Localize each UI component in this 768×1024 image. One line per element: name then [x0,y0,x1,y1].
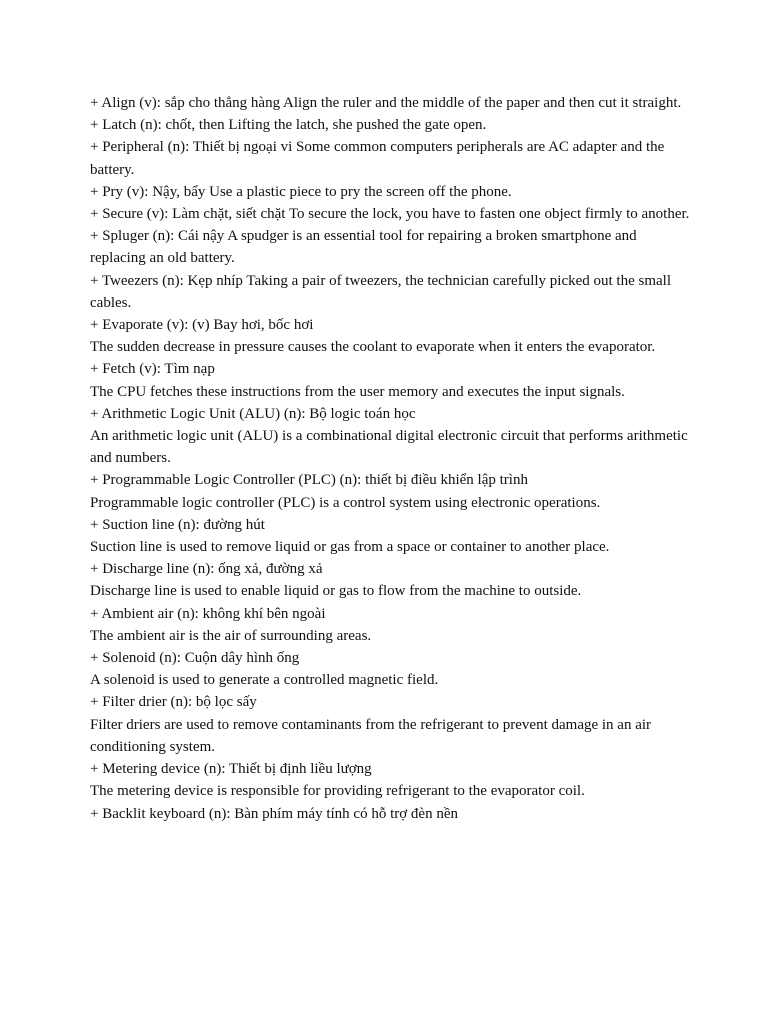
line-metering-device-example: The metering device is responsible for providing refrigerant to the evaporator coil. [90,783,585,800]
line-metering-device: + Metering device (n): Thiết bị định liều lượng [90,761,372,778]
line-tweezers: + Tweezers (n): Kẹp nhíp Taking a pair of tweezers, the technician carefully picked out the small cables. [90,272,675,311]
line-fetch: + Fetch (v): Tìm nạp [90,361,215,378]
line-secure: + Secure (v): Làm chặt, siết chặt To secure the lock, you have to fasten one object firmly to another. [90,206,690,223]
line-plc-example: Programmable logic controller (PLC) is a control system using electronic operations. [90,494,601,511]
line-ambient-air: + Ambient air (n): không khí bên ngoài [90,605,326,622]
line-latch: + Latch (n): chốt, then Lifting the latch, she pushed the gate open. [90,117,487,134]
line-evaporate-example: The sudden decrease in pressure causes the coolant to evaporate when it enters the evaporator. [90,339,656,356]
line-align: + Align (v): sắp cho thẳng hàng Align the ruler and the middle of the paper and then cut it straight. [90,95,682,111]
line-solenoid-example: A solenoid is used to generate a controlled magnetic field. [90,672,439,689]
line-plc: + Programmable Logic Controller (PLC) (n): thiết bị điều khiển lập trình [90,472,528,489]
line-pry: + Pry (v): Nậy, bẩy Use a plastic piece to pry the screen off the phone. [90,183,512,200]
line-filter-drier-example: Filter driers are used to remove contaminants from the refrigerant to prevent damage in an air conditioning system. [90,716,655,755]
line-suction-line: + Suction line (n): đường hút [90,516,265,533]
line-spluger: + Spluger (n): Cái nậy A spudger is an essential tool for repairing a broken smartphone and replacing an old battery. [90,228,641,267]
line-ambient-air-example: The ambient air is the air of surrounding areas. [90,627,372,644]
vocabulary-list [90,92,690,825]
line-discharge-line-example: Discharge line is used to enable liquid or gas to flow from the machine to outside. [90,583,582,600]
line-alu: + Arithmetic Logic Unit (ALU) (n): Bộ logic toán học [90,405,416,422]
line-fetch-example: The CPU fetches these instructions from the user memory and executes the input signals. [90,383,625,400]
line-peripheral: + Peripheral (n): Thiết bị ngoại vi Some common computers peripherals are AC adapter and the battery. [90,139,669,178]
line-filter-drier: + Filter drier (n): bộ lọc sấy [90,694,257,711]
line-backlit-keyboard: + Backlit keyboard (n): Bàn phím máy tính có hỗ trợ đèn nền [90,805,458,822]
line-discharge-line: + Discharge line (n): ống xả, đường xả [90,561,323,578]
line-evaporate: + Evaporate (v): (v) Bay hơi, bốc hơi [90,317,314,334]
line-solenoid: + Solenoid (n): Cuộn dây hình ống [90,650,300,667]
line-alu-example: An arithmetic logic unit (ALU) is a combinational digital electronic circuit that performs arithmetic and numbers. [90,428,692,467]
line-suction-line-example: Suction line is used to remove liquid or gas from a space or container to another place. [90,539,610,556]
